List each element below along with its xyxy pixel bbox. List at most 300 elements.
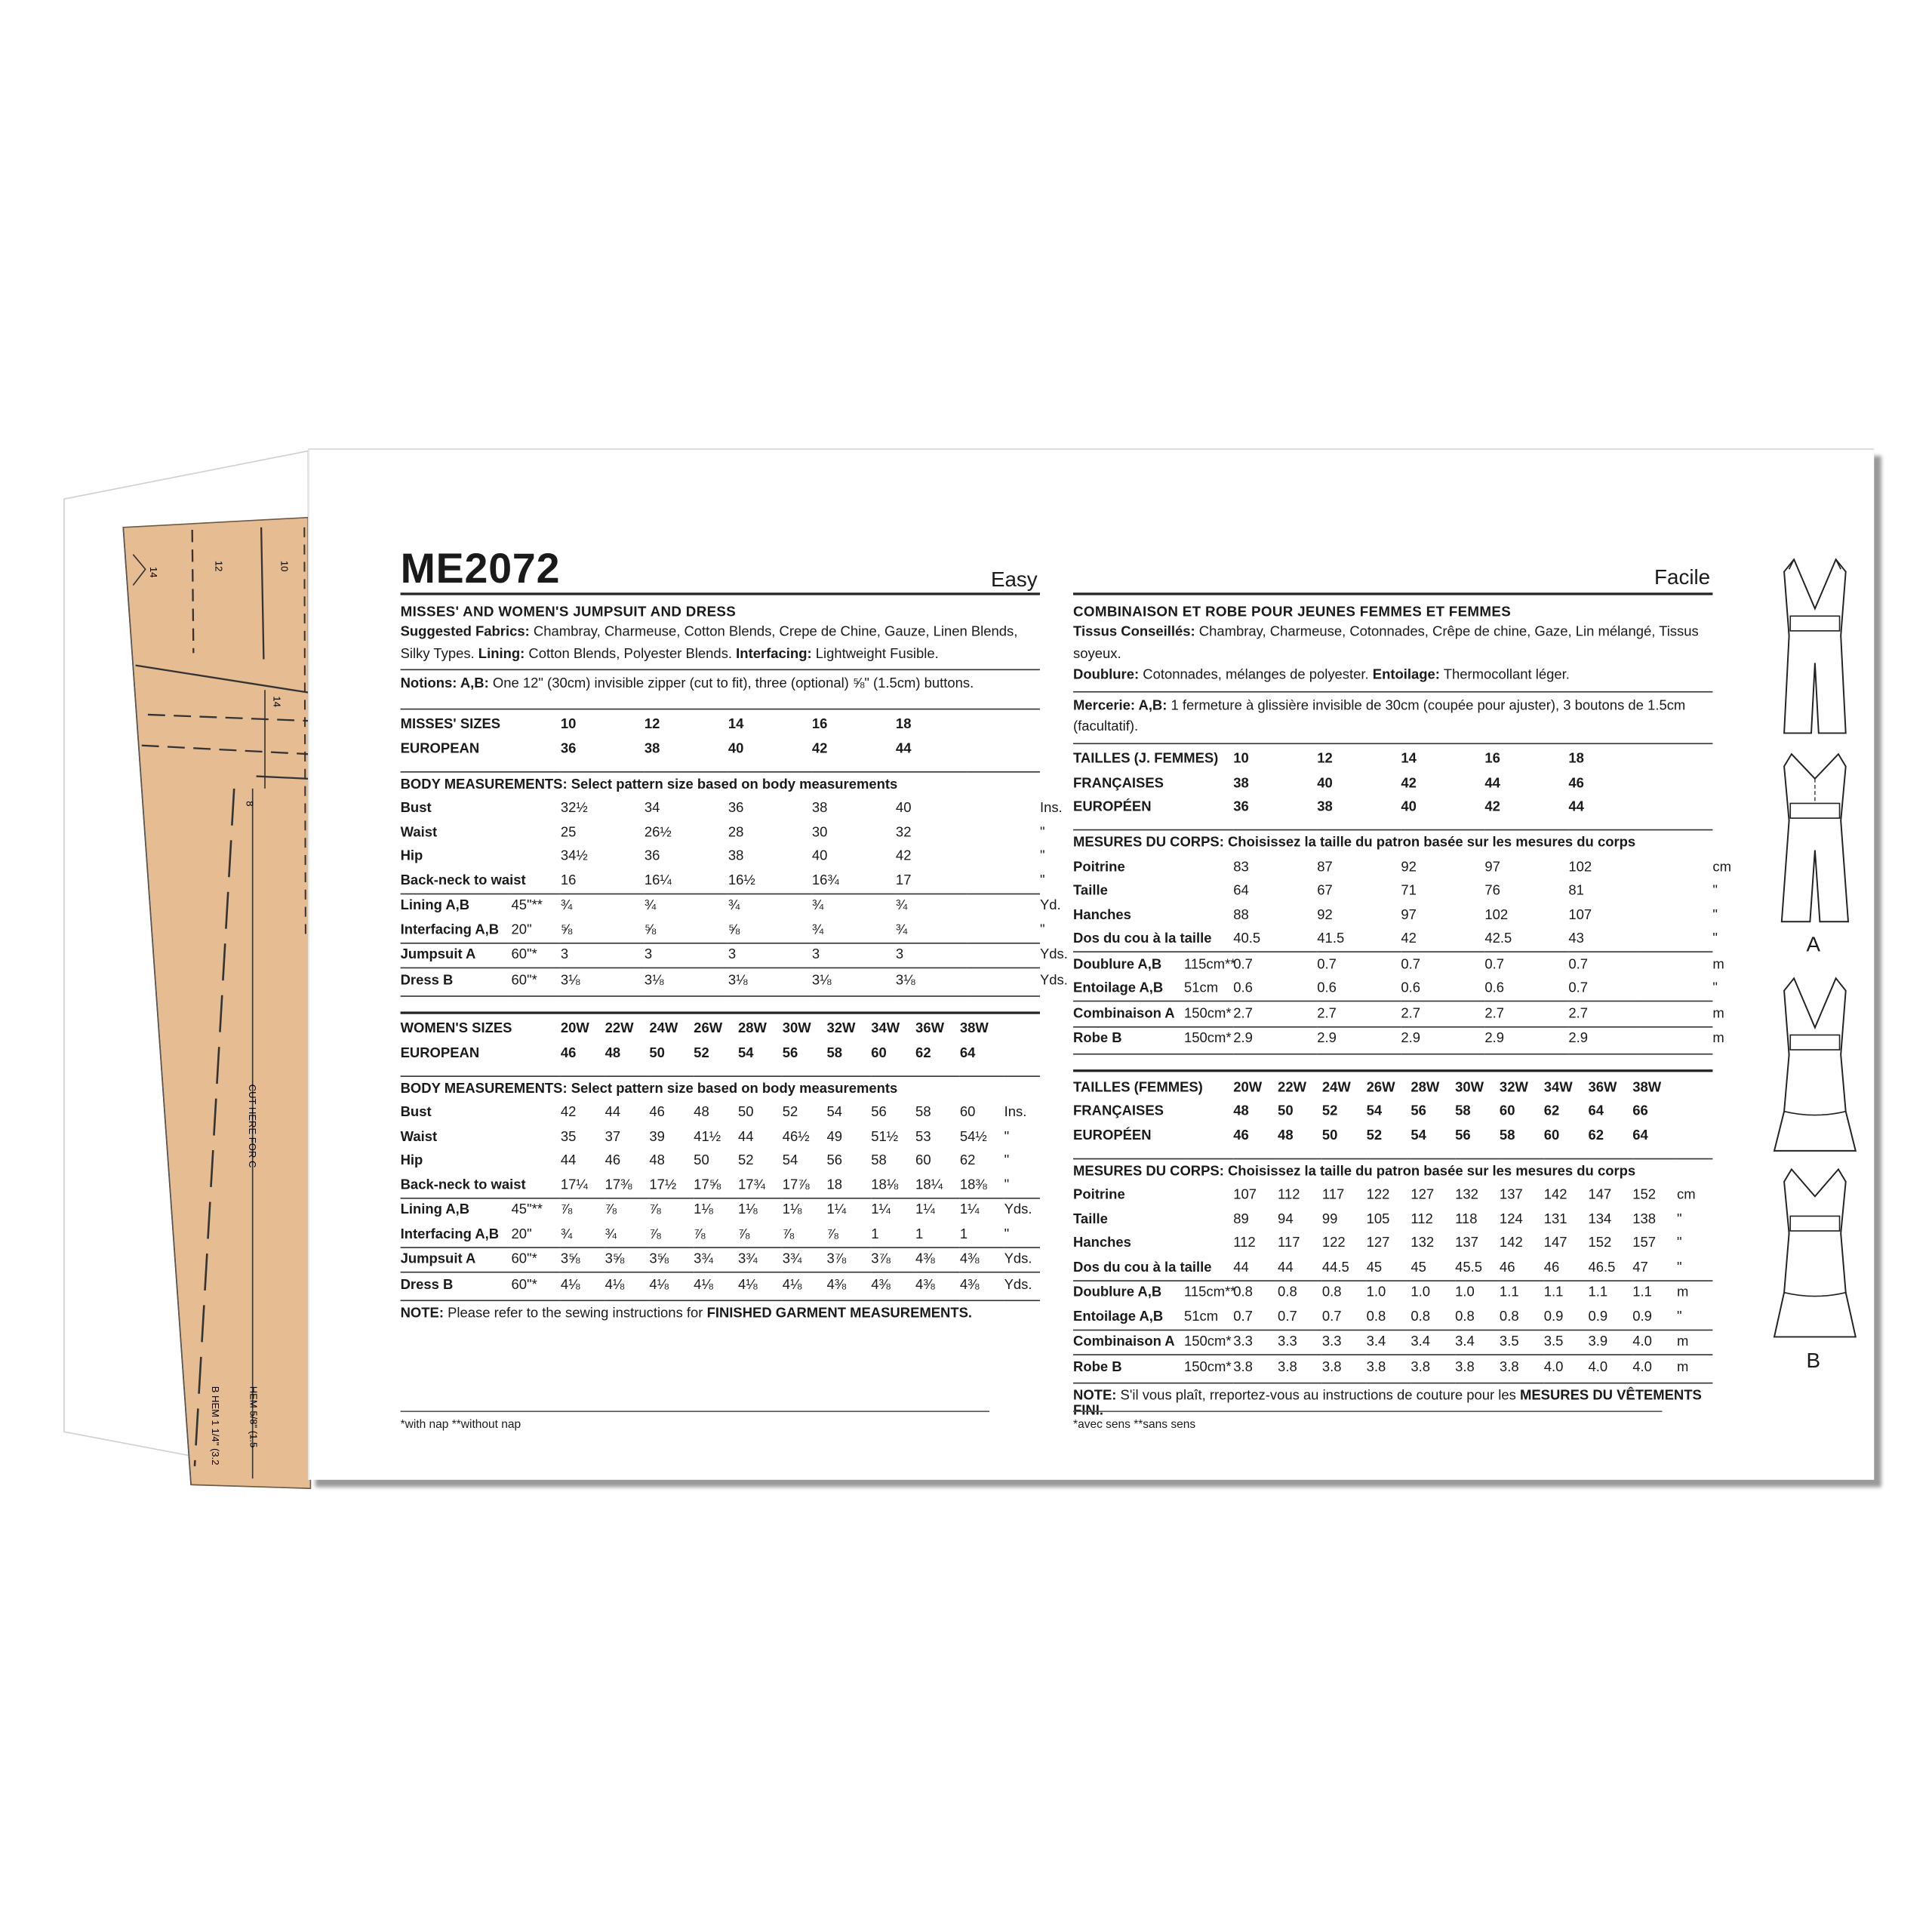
yardage-value: 4⅛ bbox=[782, 1277, 802, 1293]
yardage-value: 3.3 bbox=[1233, 1334, 1253, 1350]
measure-value: 54½ bbox=[959, 1129, 987, 1145]
measure-value: 50 bbox=[694, 1153, 709, 1169]
measure-value: 36 bbox=[728, 801, 744, 817]
measure-value: 44 bbox=[1233, 1260, 1249, 1275]
measure-value: 18⅜ bbox=[959, 1177, 987, 1192]
measure-value: 44 bbox=[605, 1105, 621, 1121]
yardage-value: 0.7 bbox=[1233, 1309, 1253, 1324]
yardage-value: 2.9 bbox=[1568, 1031, 1589, 1047]
size-1: 22W bbox=[605, 1021, 634, 1037]
measure-value: 17⅜ bbox=[605, 1177, 632, 1192]
measure-label: Back-neck to waist bbox=[400, 873, 526, 888]
yardage-label: Entoilage A,B bbox=[1073, 1309, 1164, 1324]
measure-value: 17⅝ bbox=[694, 1177, 721, 1192]
yardage-value: 3⅛ bbox=[811, 973, 832, 988]
yardage-value: 1.0 bbox=[1455, 1285, 1475, 1300]
yardage-value: 3 bbox=[644, 947, 653, 963]
measure-label: Dos du cou à la taille bbox=[1073, 931, 1212, 947]
yardage-value: 2.9 bbox=[1233, 1031, 1253, 1047]
measure-value: 17⅞ bbox=[782, 1177, 810, 1192]
yardage-value: 3.4 bbox=[1455, 1334, 1475, 1350]
measure-value: 89 bbox=[1233, 1212, 1249, 1227]
measure-value: 112 bbox=[1411, 1212, 1433, 1227]
yardage-value: 4⅜ bbox=[826, 1277, 847, 1293]
yardage-value: 2.9 bbox=[1317, 1031, 1337, 1047]
yardage-value: 3 bbox=[895, 947, 904, 963]
tissue-mark-14b: 14 bbox=[271, 696, 283, 707]
yardage-value: 1¼ bbox=[871, 1202, 891, 1218]
european-size-2: 50 bbox=[1321, 1128, 1338, 1143]
yardage-value: 0.8 bbox=[1499, 1309, 1519, 1324]
fabrics-text-fr: Chambray, Charmeuse, Cotonnades, Crêpe de chine, Gaze, Lin mélangé, Tissus soyeux. bbox=[1073, 624, 1699, 661]
yardage-value: ⅞ bbox=[605, 1202, 617, 1218]
measure-value: 97 bbox=[1484, 860, 1500, 875]
tissue-cut-here: CUT HERE FOR C bbox=[246, 1084, 258, 1168]
measure-value: 46 bbox=[605, 1153, 621, 1169]
yardage-value: 3⅛ bbox=[560, 973, 580, 988]
yardage-value: 0.7 bbox=[1401, 957, 1420, 972]
yardage-unit: m bbox=[1677, 1334, 1689, 1350]
size-4: 18 bbox=[895, 717, 912, 733]
measure-value: 58 bbox=[871, 1153, 887, 1169]
note-fr bbox=[1073, 1388, 1712, 1417]
size-9: 38W bbox=[1632, 1080, 1662, 1096]
size-0: 20W bbox=[560, 1021, 589, 1037]
measure-value: 56 bbox=[871, 1105, 887, 1121]
fabric-width: 115cm** bbox=[1183, 1285, 1236, 1300]
measure-value: 39 bbox=[649, 1129, 665, 1145]
yardage-value: 0.6 bbox=[1484, 980, 1505, 996]
yardage-value: 0.7 bbox=[1278, 1309, 1297, 1324]
measure-value: 40 bbox=[811, 849, 828, 864]
yardage-value: ⅞ bbox=[694, 1226, 706, 1242]
measure-label: Dos du cou à la taille bbox=[1073, 1260, 1212, 1275]
french-size-8: 64 bbox=[1588, 1104, 1604, 1119]
measure-value: 16 bbox=[560, 873, 577, 888]
note-bold-fr: MESURES DU VÊTEMENTS FINI. bbox=[1073, 1388, 1702, 1418]
yardage-value: ⅞ bbox=[782, 1226, 795, 1242]
measure-value: 42 bbox=[1401, 931, 1417, 947]
measure-value: 45.5 bbox=[1455, 1260, 1483, 1275]
yardage-value: 2.7 bbox=[1484, 1006, 1505, 1022]
measure-value: 45 bbox=[1366, 1260, 1383, 1275]
yardage-value: 2.7 bbox=[1317, 1006, 1337, 1022]
fabric-width: 150cm* bbox=[1183, 1006, 1232, 1022]
french-size-3: 54 bbox=[1366, 1104, 1383, 1119]
french-size-7: 62 bbox=[1543, 1104, 1560, 1119]
measure-value: 17¾ bbox=[737, 1177, 765, 1192]
size-0: 20W bbox=[1233, 1080, 1263, 1096]
yardage-value: 3¾ bbox=[782, 1252, 802, 1267]
yardage-value: 0.7 bbox=[1484, 957, 1505, 972]
yardage-value: 4⅛ bbox=[605, 1277, 625, 1293]
measure-value: 48 bbox=[694, 1105, 709, 1121]
yardage-label: Entoilage A,B bbox=[1073, 980, 1164, 996]
yardage-unit: Yds. bbox=[1004, 1252, 1032, 1267]
measure-label: Taille bbox=[1073, 1212, 1108, 1227]
yardage-value: 4⅛ bbox=[649, 1277, 669, 1293]
measure-value: 137 bbox=[1499, 1188, 1523, 1203]
yardage-label: Combinaison A bbox=[1073, 1006, 1175, 1022]
yardage-unit: " bbox=[1677, 1309, 1682, 1324]
size-3: 16 bbox=[1484, 752, 1500, 767]
size-label: WOMEN'S SIZES bbox=[400, 1021, 512, 1037]
size-2: 14 bbox=[728, 717, 744, 733]
yardage-value: ¾ bbox=[644, 898, 657, 914]
french-size-1: 50 bbox=[1278, 1104, 1294, 1119]
yardage-value: 3⅝ bbox=[605, 1252, 625, 1267]
size-8: 36W bbox=[1588, 1080, 1617, 1096]
fabrics-text: Chambray, Charmeuse, Cotton Blends, Crepe de Chine, Gauze, Linen Blends, Silky Types. bbox=[400, 624, 1018, 661]
measure-value: 122 bbox=[1321, 1235, 1346, 1251]
yardage-value: 1¼ bbox=[915, 1202, 935, 1218]
measure-value: 46 bbox=[1499, 1260, 1515, 1275]
french-size-0: 38 bbox=[1233, 776, 1249, 791]
yardage-unit: m bbox=[1677, 1360, 1689, 1375]
measure-value: 32½ bbox=[560, 801, 588, 817]
yardage-value: 1¼ bbox=[959, 1202, 980, 1218]
measure-value: 26½ bbox=[644, 825, 672, 841]
european-size-3: 42 bbox=[1484, 799, 1500, 815]
measure-value: 44 bbox=[737, 1129, 754, 1145]
fabrics-label: Suggested Fabrics: bbox=[400, 624, 530, 640]
suggested-fabrics-fr bbox=[1073, 622, 1712, 687]
body-measurements-heading: MESURES DU CORPS: Choisissez la taille du patron basée sur les mesures du corps bbox=[1073, 835, 1636, 851]
yardage-label: Lining A,B bbox=[400, 1202, 470, 1218]
pattern-title-fr: COMBINAISON ET ROBE POUR JEUNES FEMMES ET FEMMES bbox=[1073, 605, 1512, 620]
french-size-label: FRANÇAISES bbox=[1073, 1104, 1164, 1119]
yardage-value: ¾ bbox=[560, 1226, 573, 1242]
yardage-value: 2.7 bbox=[1233, 1006, 1253, 1022]
fabric-width: 150cm* bbox=[1183, 1360, 1232, 1375]
yardage-label: Dress B bbox=[400, 973, 454, 988]
measure-value: 34 bbox=[644, 801, 660, 817]
size-9: 38W bbox=[959, 1021, 989, 1037]
european-size-4: 54 bbox=[737, 1045, 754, 1061]
yardage-label: Combinaison A bbox=[1073, 1334, 1175, 1350]
notions bbox=[401, 674, 1040, 696]
note-text: Please refer to the sewing instructions for bbox=[444, 1305, 707, 1321]
fabric-width: 60"* bbox=[511, 973, 537, 988]
yardage-value: 0.7 bbox=[1568, 980, 1589, 996]
fabrics-label-fr: Tissus Conseillés: bbox=[1073, 624, 1195, 640]
measure-label: Taille bbox=[1073, 884, 1108, 899]
tissue-mark-12: 12 bbox=[213, 560, 225, 572]
measure-value: 32 bbox=[895, 825, 912, 841]
european-size-7: 60 bbox=[1543, 1128, 1560, 1143]
pattern-envelope bbox=[0, 0, 320, 1491]
measure-value: 28 bbox=[728, 825, 744, 841]
tissue-hem: HEM 5/8" (1.5 bbox=[248, 1386, 260, 1448]
jumpsuit-a-back-drawing bbox=[1772, 749, 1858, 928]
yardage-value: 4⅜ bbox=[915, 1252, 935, 1267]
yardage-value: 3⅝ bbox=[649, 1252, 669, 1267]
yardage-value: 0.6 bbox=[1317, 980, 1337, 996]
measure-label: Bust bbox=[400, 1105, 432, 1121]
measure-value: 44.5 bbox=[1321, 1260, 1349, 1275]
measure-value: 51½ bbox=[871, 1129, 899, 1145]
yardage-value: ⅞ bbox=[649, 1226, 661, 1242]
yardage-value: 3⅞ bbox=[871, 1252, 891, 1267]
measure-value: 94 bbox=[1278, 1212, 1294, 1227]
european-size-6: 58 bbox=[826, 1045, 843, 1061]
fabric-width: 115cm** bbox=[1183, 957, 1236, 972]
measure-value: 71 bbox=[1401, 884, 1417, 899]
header-fr bbox=[1073, 546, 1712, 595]
yardage-value: 1⅛ bbox=[737, 1202, 758, 1218]
yardage-value: 3⅛ bbox=[728, 973, 748, 988]
yardage-value: 1 bbox=[959, 1226, 968, 1242]
yardage-value: 3⅛ bbox=[644, 973, 664, 988]
body-measurements-heading: BODY MEASUREMENTS: Select pattern size based on body measurements bbox=[400, 1081, 898, 1097]
measure-value: 43 bbox=[1568, 931, 1584, 947]
size-7: 34W bbox=[871, 1021, 900, 1037]
fabric-width: 150cm* bbox=[1183, 1334, 1232, 1350]
measure-value: 45 bbox=[1411, 1260, 1426, 1275]
european-label: EUROPEAN bbox=[400, 1045, 480, 1061]
french-size-9: 66 bbox=[1632, 1104, 1648, 1119]
size-label: TAILLES (FEMMES) bbox=[1073, 1080, 1203, 1096]
yardage-value: 1¼ bbox=[826, 1202, 847, 1218]
yardage-unit: Yds. bbox=[1004, 1202, 1032, 1218]
measure-value: 49 bbox=[826, 1129, 843, 1145]
yardage-value: 3¾ bbox=[737, 1252, 758, 1267]
yardage-label: Robe B bbox=[1073, 1031, 1122, 1047]
yardage-value: 3.8 bbox=[1366, 1360, 1386, 1375]
yardage-value: 0.8 bbox=[1455, 1309, 1475, 1324]
measure-value: 102 bbox=[1484, 907, 1509, 923]
measure-value: 131 bbox=[1543, 1212, 1567, 1227]
yardage-value: 4.0 bbox=[1632, 1334, 1652, 1350]
measure-value: 35 bbox=[560, 1129, 577, 1145]
european-size-3: 42 bbox=[811, 741, 828, 757]
french-size-4: 46 bbox=[1568, 776, 1584, 791]
note-label: NOTE: bbox=[400, 1305, 445, 1321]
suggested-fabrics bbox=[401, 622, 1040, 665]
yardage-value: 1.0 bbox=[1411, 1285, 1431, 1300]
yardage-unit: " bbox=[1004, 1226, 1010, 1242]
note-text-fr: S'il vous plaît, rreportez-vous au instructions de couture pour les bbox=[1116, 1388, 1521, 1403]
pattern-code: ME2072 bbox=[400, 546, 561, 593]
body-measurements-heading: BODY MEASUREMENTS: Select pattern size based on body measurements bbox=[400, 777, 898, 792]
yardage-value: ¾ bbox=[560, 898, 573, 914]
yardage-value: ⅝ bbox=[728, 922, 740, 938]
size-6: 32W bbox=[826, 1021, 856, 1037]
european-size-2: 50 bbox=[649, 1045, 665, 1061]
size-6: 32W bbox=[1499, 1080, 1528, 1096]
yardage-label: Robe B bbox=[1073, 1360, 1122, 1375]
yardage-value: 3.8 bbox=[1411, 1360, 1431, 1375]
european-size-9: 64 bbox=[1632, 1128, 1648, 1143]
yardage-value: ⅞ bbox=[649, 1202, 661, 1218]
yardage-value: 4⅜ bbox=[959, 1277, 980, 1293]
measure-value: 83 bbox=[1233, 860, 1249, 875]
measure-value: 60 bbox=[915, 1153, 931, 1169]
measure-value: 152 bbox=[1632, 1188, 1657, 1203]
french-size-4: 56 bbox=[1411, 1104, 1426, 1119]
measure-value: 117 bbox=[1321, 1188, 1345, 1203]
size-5: 30W bbox=[782, 1021, 811, 1037]
measure-value: 97 bbox=[1401, 907, 1417, 923]
yardage-value: 3 bbox=[560, 947, 569, 963]
yardage-value: 1⅛ bbox=[782, 1202, 802, 1218]
measure-value: 92 bbox=[1401, 860, 1417, 875]
measure-value: 38 bbox=[728, 849, 744, 864]
european-size-4: 44 bbox=[1568, 799, 1584, 815]
yardage-value: 4.0 bbox=[1588, 1360, 1608, 1375]
measure-unit: " bbox=[1004, 1129, 1010, 1145]
yardage-value: 0.7 bbox=[1568, 957, 1589, 972]
yardage-value: 4⅛ bbox=[737, 1277, 758, 1293]
yardage-value: 3.8 bbox=[1233, 1360, 1253, 1375]
size-label: MISSES' SIZES bbox=[400, 717, 501, 733]
yardage-label: Doublure A,B bbox=[1073, 1285, 1162, 1300]
european-size-1: 48 bbox=[1278, 1128, 1294, 1143]
size-7: 34W bbox=[1543, 1080, 1573, 1096]
notions-text: One 12" (30cm) invisible zipper (cut to fit), three (optional) ⅝" (1.5cm) buttons. bbox=[488, 676, 974, 691]
measure-value: 54 bbox=[782, 1153, 798, 1169]
yardage-value: 4.0 bbox=[1632, 1360, 1652, 1375]
measure-value: 118 bbox=[1455, 1212, 1478, 1227]
difficulty-level: Easy bbox=[990, 568, 1038, 592]
measure-value: 50 bbox=[737, 1105, 754, 1121]
yardage-value: ¾ bbox=[811, 898, 824, 914]
size-3: 26W bbox=[1366, 1080, 1395, 1096]
measure-value: 42.5 bbox=[1484, 931, 1512, 947]
yardage-label: Interfacing A,B bbox=[400, 922, 500, 938]
yardage-value: 3.8 bbox=[1499, 1360, 1519, 1375]
measure-unit: Ins. bbox=[1004, 1105, 1027, 1121]
misses-sizes-table: MISSES' SIZES 10 12 14 16 18 EUROPEAN 36 38 40 42 44 BODY MEASUREMENTS: Select pattern size based on body measurements Bust 32½ 34 36 38 40 Ins. Waist 25 26½ 28 30 32 " Hip 34½ 36 38 40 42 " Back-neck to waist 16 16¼ 16½ 16¾ 17 " Lining A,B 45"** ¾ ¾ ¾ ¾ ¾ Yd. Interfacing A,B 20" ⅝ ⅝ ⅝ ¾ ¾ " Jumpsuit A 60"* 3 3 3 3 3 Yds. Dress B 60"* 3⅛ 3⅛ 3⅛ 3⅛ 3⅛ Yds. bbox=[401, 712, 1040, 996]
measure-value: 81 bbox=[1568, 884, 1584, 899]
european-size-0: 36 bbox=[560, 741, 577, 757]
measure-value: 87 bbox=[1317, 860, 1333, 875]
measure-value: 147 bbox=[1543, 1235, 1567, 1251]
yardage-value: 3.9 bbox=[1588, 1334, 1608, 1350]
french-column bbox=[1073, 546, 1731, 1418]
european-size-0: 46 bbox=[560, 1045, 577, 1061]
yardage-value: 4.0 bbox=[1543, 1360, 1564, 1375]
fabric-width: 60"* bbox=[511, 1252, 537, 1267]
european-label: EUROPÉEN bbox=[1073, 799, 1152, 815]
measure-value: 127 bbox=[1366, 1235, 1390, 1251]
yardage-value: 2.9 bbox=[1401, 1031, 1420, 1047]
notions-label-fr: Mercerie: A,B: bbox=[1073, 697, 1168, 713]
body-measurements-heading: MESURES DU CORPS: Choisissez la taille du patron basée sur les mesures du corps bbox=[1073, 1164, 1636, 1179]
measure-value: 60 bbox=[959, 1105, 976, 1121]
measure-value: 102 bbox=[1568, 860, 1592, 875]
yardage-value: 0.6 bbox=[1233, 980, 1253, 996]
measure-value: 58 bbox=[915, 1105, 931, 1121]
measure-value: 46.5 bbox=[1588, 1260, 1616, 1275]
measure-value: 17 bbox=[895, 873, 912, 888]
lining-label: Lining: bbox=[478, 646, 525, 661]
difficulty-level-fr: Facile bbox=[1654, 565, 1711, 589]
measure-value: 56 bbox=[826, 1153, 843, 1169]
yardage-value: 3¾ bbox=[694, 1252, 713, 1267]
yardage-value: 3.3 bbox=[1321, 1334, 1342, 1350]
measure-label: Hip bbox=[400, 1153, 423, 1169]
yardage-value: 2.9 bbox=[1484, 1031, 1505, 1047]
yardage-value: ⅞ bbox=[560, 1202, 573, 1218]
yardage-value: ⅞ bbox=[826, 1226, 838, 1242]
fabric-width: 60"* bbox=[511, 947, 537, 963]
note bbox=[401, 1306, 1040, 1321]
measure-value: 132 bbox=[1411, 1235, 1435, 1251]
lining-label-fr: Doublure: bbox=[1073, 667, 1140, 683]
yardage-value: 1 bbox=[915, 1226, 924, 1242]
european-size-3: 52 bbox=[1366, 1128, 1383, 1143]
measure-label: Poitrine bbox=[1073, 1188, 1125, 1203]
yardage-unit: m bbox=[1677, 1285, 1689, 1300]
size-2: 14 bbox=[1401, 752, 1417, 767]
measure-unit: cm bbox=[1677, 1188, 1696, 1203]
measure-value: 18 bbox=[826, 1177, 843, 1192]
french-size-5: 58 bbox=[1455, 1104, 1471, 1119]
yardage-value: ⅞ bbox=[737, 1226, 750, 1242]
measure-value: 62 bbox=[959, 1153, 976, 1169]
measure-unit: " bbox=[1004, 1153, 1010, 1169]
measure-value: 16½ bbox=[728, 873, 755, 888]
european-size-8: 62 bbox=[915, 1045, 931, 1061]
yardage-value: ¾ bbox=[895, 898, 908, 914]
fabric-width: 51cm bbox=[1183, 1309, 1219, 1324]
measure-value: 107 bbox=[1568, 907, 1592, 923]
measure-value: 54 bbox=[826, 1105, 843, 1121]
fabric-width: 20" bbox=[511, 1226, 532, 1242]
french-size-label: FRANÇAISES bbox=[1073, 776, 1164, 791]
lining-text: Cotton Blends, Polyester Blends. bbox=[525, 646, 737, 661]
measure-value: 44 bbox=[560, 1153, 577, 1169]
measure-value: 41½ bbox=[694, 1129, 721, 1145]
measure-value: 37 bbox=[605, 1129, 621, 1145]
yardage-value: 4⅛ bbox=[560, 1277, 580, 1293]
notions-text-fr: 1 fermeture à glissière invisible de 30cm (coupée pour ajuster), 3 boutons de 1.5cm (facultatif). bbox=[1073, 697, 1686, 735]
english-column bbox=[400, 546, 1068, 1321]
measure-value: 105 bbox=[1366, 1212, 1390, 1227]
measure-value: 88 bbox=[1233, 907, 1249, 923]
european-size-0: 36 bbox=[1233, 799, 1249, 815]
note-bold: FINISHED GARMENT MEASUREMENTS. bbox=[706, 1305, 973, 1321]
yardage-value: ¾ bbox=[605, 1226, 617, 1242]
fabric-width: 20" bbox=[511, 922, 532, 938]
french-size-1: 40 bbox=[1317, 776, 1333, 791]
pattern-title: MISSES' AND WOMEN'S JUMPSUIT AND DRESS bbox=[400, 605, 737, 620]
measure-label: Hip bbox=[400, 849, 423, 864]
yardage-value: ⅝ bbox=[560, 922, 573, 938]
yardage-value: ¾ bbox=[811, 922, 824, 938]
measure-value: 134 bbox=[1588, 1212, 1612, 1227]
measure-unit: " bbox=[1677, 1235, 1682, 1251]
interfacing-label-fr: Entoilage: bbox=[1372, 667, 1440, 683]
european-size-1: 38 bbox=[644, 741, 660, 757]
measure-value: 18⅛ bbox=[871, 1177, 899, 1192]
yardage-value: ¾ bbox=[895, 922, 908, 938]
footnote: *with nap **without nap bbox=[400, 1418, 521, 1432]
lining-text-fr: Cotonnades, mélanges de polyester. bbox=[1139, 667, 1373, 683]
size-0: 10 bbox=[560, 717, 577, 733]
measure-value: 18¼ bbox=[915, 1177, 943, 1192]
women-sizes-table-fr bbox=[1073, 1075, 1712, 1383]
size-1: 22W bbox=[1278, 1080, 1306, 1096]
measure-value: 67 bbox=[1317, 884, 1333, 899]
measure-value: 16¾ bbox=[811, 873, 839, 888]
measure-value: 132 bbox=[1455, 1188, 1478, 1203]
european-size-9: 64 bbox=[959, 1045, 976, 1061]
yardage-value: 4⅜ bbox=[871, 1277, 891, 1293]
measure-unit: " bbox=[1677, 1260, 1682, 1275]
fabric-width: 150cm* bbox=[1183, 1031, 1232, 1047]
